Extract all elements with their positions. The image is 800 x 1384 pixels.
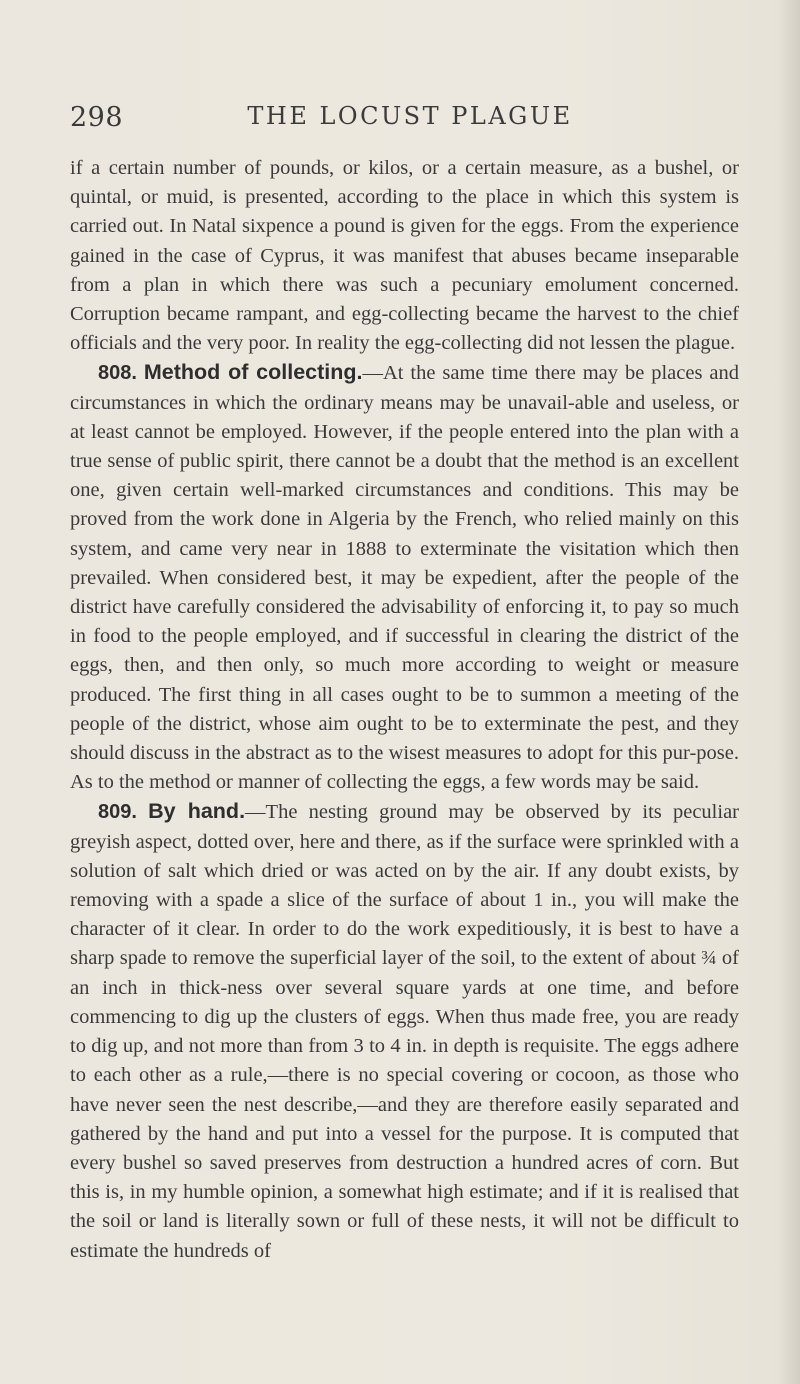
- paragraph-text: —The nesting ground may be observed by its peculiar greyish aspect, dotted over, here and there, as if the surface were sprinkled with a solution of salt which dried or was acted on by the air. If any doubt exists, by removing with a spade a slice of the surface of about 1 in., you will make the character of it clear. In order to do the work expeditiously, it is best to have a sharp spade to remove the superficial layer of the soil, to the extent of about ¾ of an inch in thick-ness over several square yards at one time, and before commencing to dig up the clusters of eggs. When thus made free, you are ready to dig up, and not more than from 3 to 4 in. in depth is requisite. The eggs adhere to each other as a rule,—there is no special covering or cocoon, as those who have never seen the nest describe,—and they are therefore easily separated and gathered by the hand and put into a vessel for the purpose. It is computed that every bushel so saved preserves from destruction a hundred acres of corn. But this is, in my humble opinion, a somewhat high estimate; and if it is realised that the soil or land is literally sown or full of these nests, it will not be difficult to estimate the hundreds of: [70, 801, 739, 1262]
- paragraph-section-808: [70, 358, 739, 797]
- paragraph-text: —At the same time there may be places and circumstances in which the ordinary means may be unavail-able and useless, or at least cannot be employed. However, if the people entered into the plan with a true sense of public spirit, there cannot be a doubt that the method is an excellent one, given certain well-marked circumstances and conditions. This may be proved from the work done in Algeria by the French, who relied mainly on this system, and came very near in 1888 to exterminate the visitation which then prevailed. When considered best, it may be expedient, after the people of the district have carefully considered the advisability of enforcing it, to pay so much in food to the people employed, and if successful in clearing the district of the eggs, then, and then only, so much more according to weight or measure produced. The first thing in all cases ought to be to summon a meeting of the people of the district, whose aim ought to be to exterminate the pest, and they should discuss in the abstract as to the wisest measures to adopt for this pur-pose. As to the method or manner of collecting the eggs, a few words may be said.: [70, 362, 739, 794]
- body-text: [70, 154, 739, 1266]
- paragraph-section-809: [70, 797, 739, 1265]
- page-edge-shadow: [778, 0, 800, 1384]
- page-number: 298: [70, 102, 124, 133]
- page-header: [70, 102, 750, 142]
- section-number: 809.: [98, 801, 137, 824]
- section-heading: Method of collecting.: [143, 360, 363, 385]
- running-title: THE LOCUST PLAGUE: [247, 102, 573, 130]
- paragraph-text: if a certain number of pounds, or kilos, or a certain measure, as a bushel, or quintal, or muid, is presented, according to the place in which this system is carried out. In Natal sixpence a pound is given for the eggs. From the experience gained in the case of Cyprus, it was manifest that abuses became inseparable from a plan in which there was such a pecuniary emolument concerned. Corruption became rampant, and egg-collecting became the harvest to the chief officials and the very poor. In reality the egg-collecting did not lessen the plague.: [70, 157, 739, 355]
- paragraph-continuation: [70, 154, 739, 358]
- section-number: 808.: [98, 362, 137, 385]
- section-heading: By hand.: [148, 799, 246, 824]
